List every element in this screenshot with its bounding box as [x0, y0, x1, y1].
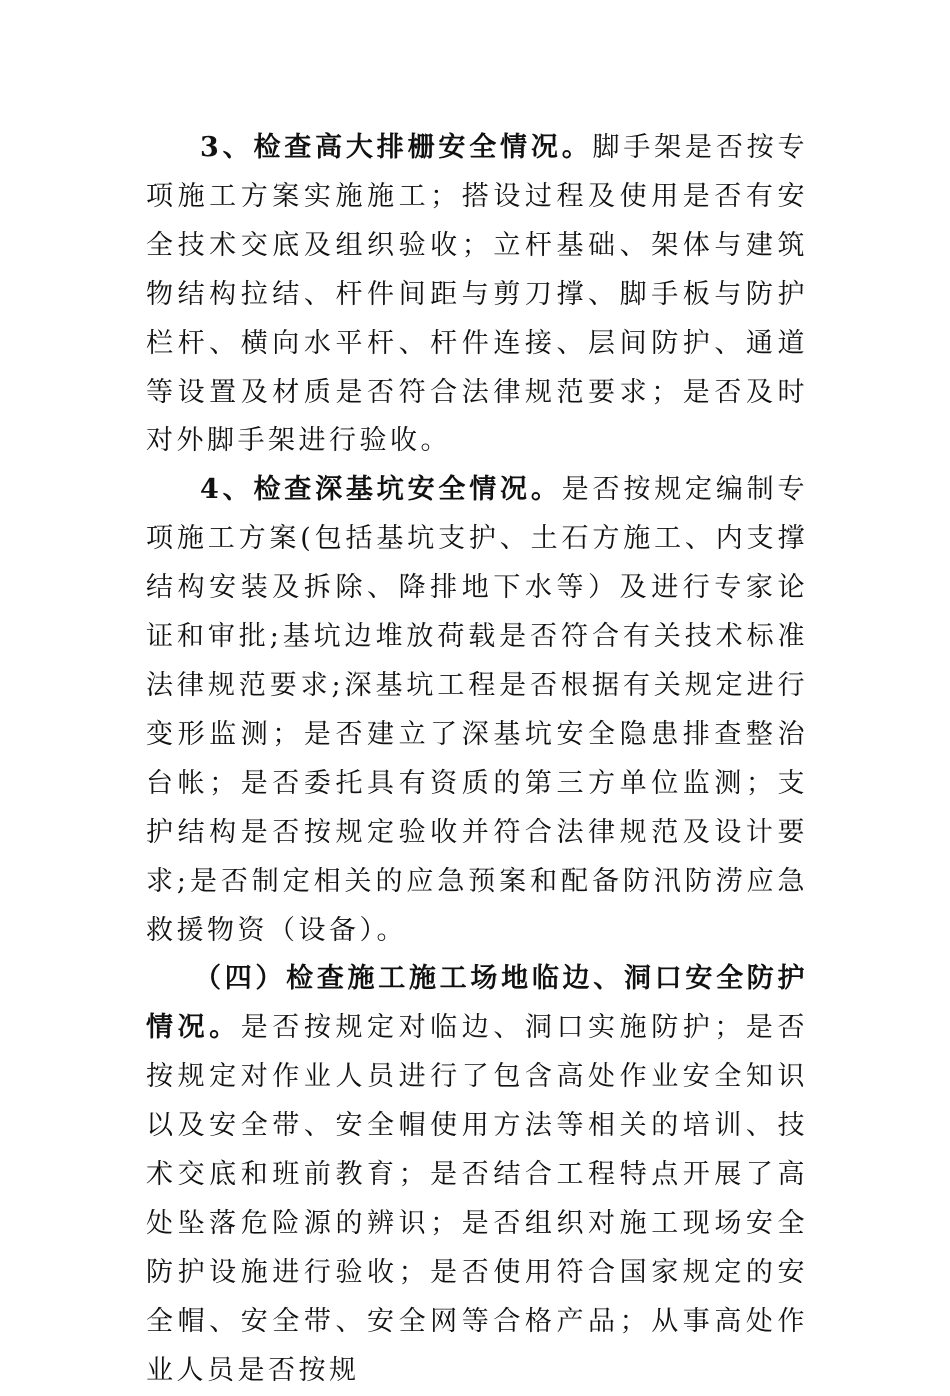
document-body [146, 124, 808, 1396]
paragraph-heading: 4、检查深基坑安全情况。 [200, 474, 562, 506]
paragraph-text: 是否按规定对临边、洞口实施防护；是否按规定对作业人员进行了包含高处作业安全知识以及安全带、安全帽使用方法等相关的培训、技术交底和班前教育；是否结合工程特点开展了高处坠落危险源的辨识；是否组织对施工现场安全防护设施进行验收；是否使用符合国家规定的安全帽、安全带、安全网等合格产品；从事高处作业人员是否按规 [146, 1012, 809, 1386]
paragraph-heading: 3、检查高大排栅安全情况。 [200, 132, 593, 163]
paragraph-edge-opening-check [146, 955, 808, 1395]
paragraph-deep-pit-check [146, 466, 808, 955]
paragraph-heading: （四）检查施工施工场地临边、洞口安全防护情况。 [146, 963, 808, 1044]
paragraph-scaffold-check [146, 124, 808, 466]
paragraph-text: 是否按规定编制专项施工方案(包括基坑支护、土石方施工、内支撑结构安装及拆除、降排地下水等）及进行专家论证和审批;基坑边堆放荷载是否符合有关技术标准法律规范要求;深基坑工程是否根据有关规定进行变形监测；是否建立了深基坑安全隐患排查整治台帐；是否委托具有资质的第三方单位监测；支护结构是否按规定验收并符合法律规范及设计要求;是否制定相关的应急预案和配备防汛防涝应急救援物资（设备）。 [146, 474, 809, 946]
paragraph-text: 脚手架是否按专项施工方案实施施工；搭设过程及使用是否有安全技术交底及组织验收；立杆基础、架体与建筑物结构拉结、杆件间距与剪刀撑、脚手板与防护栏杆、横向水平杆、杆件连接、层间防护、通道等设置及材质是否符合法律规范要求；是否及时对外脚手架进行验收。 [146, 132, 808, 457]
